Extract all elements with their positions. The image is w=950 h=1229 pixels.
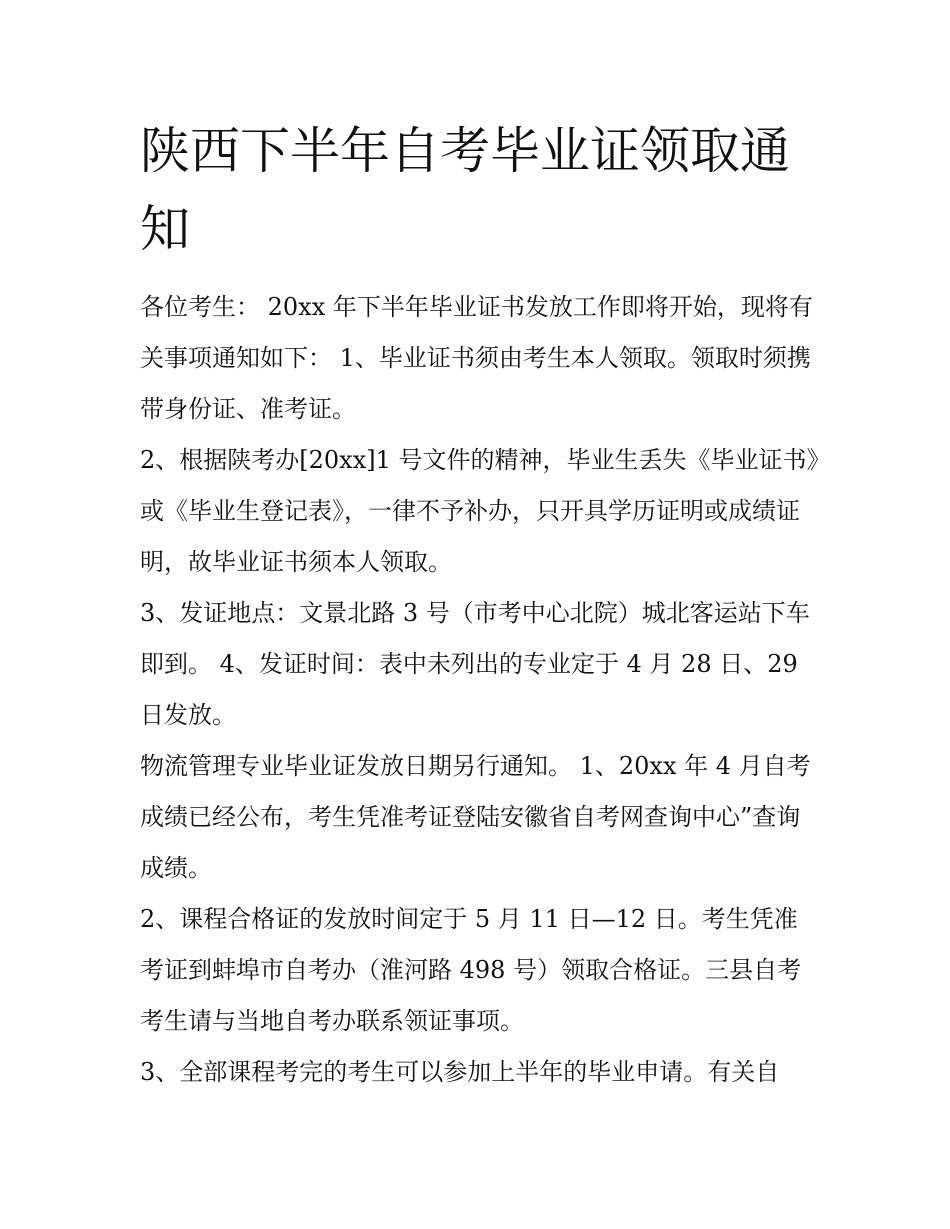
document-body <box>140 282 820 1098</box>
paragraph-1: 各位考生： 20xx 年下半年毕业证书发放工作即将开始，现将有关事项通知如下： 1、毕业证书须由考生本人领取。领取时须携带身份证、准考证。 <box>140 293 813 423</box>
paragraph-5: 2、课程合格证的发放时间定于 5 月 11 日—12 日。考生凭准考证到蚌埠市自考办（淮河路 498 号）领取合格证。三县自考考生请与当地自考办联系领证事项。 <box>140 905 802 1035</box>
document-title: 陕西下半年自考毕业证领取通知 <box>140 122 790 258</box>
paragraph-4: 物流管理专业毕业证发放日期另行通知。 1、20xx 年 4 月自考成绩已经公布，考生凭准考证登陆安徽省自考网查询中心”查询成绩。 <box>140 752 811 882</box>
paragraph-2: 2、根据陕考办[20xx]1 号文件的精神，毕业生丢失《毕业证书》或《毕业生登记表》，一律不予补办，只开具学历证明或成绩证明，故毕业证书须本人领取。 <box>140 446 819 576</box>
document-content <box>140 112 820 1098</box>
paragraph-3: 3、发证地点：文景北路 3 号（市考中心北院）城北客运站下车即到。 4、发证时间：表中未列出的专业定于 4 月 28 日、29日发放。 <box>140 599 810 729</box>
paragraph-6: 3、全部课程考完的考生可以参加上半年的毕业申请。有关自 <box>140 1058 780 1086</box>
